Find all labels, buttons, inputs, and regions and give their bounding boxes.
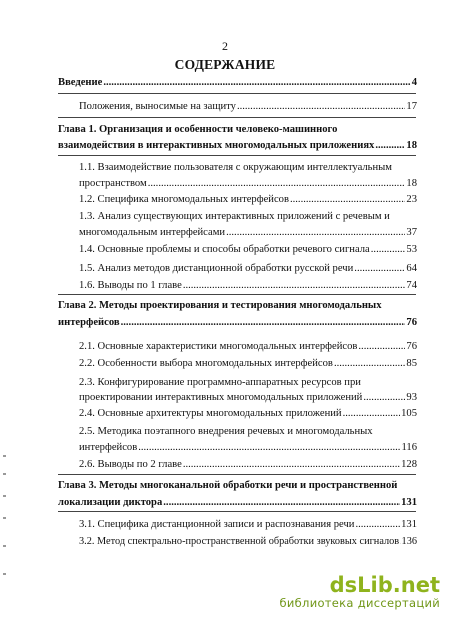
toc-entry-text: проектировании интерактивных многомодальных приложений	[79, 392, 363, 403]
scan-margin-marks	[3, 455, 9, 615]
toc-entry-text: взаимодействия в интерактивных многомодальных приложениях	[58, 140, 375, 151]
toc-entry-page: 23	[406, 194, 417, 205]
toc-entry-page: 18	[406, 178, 417, 189]
toc-entry-text: 3.2. Метод спектрально-пространственной обработки звуковых сигналов	[79, 536, 400, 547]
toc-entry-text: 2.1. Основные характеристики многомодальных интерфейсов	[79, 341, 358, 352]
toc-entry-2-3[interactable]: 2.3. Конфигурирование программно-аппаратных ресурсов при	[79, 377, 361, 388]
toc-entry-1-5[interactable]	[79, 262, 417, 275]
toc-entry-1-3-cont[interactable]	[79, 226, 417, 239]
watermark-caption: библиотека диссертаций	[279, 596, 440, 610]
toc-entry-3-1[interactable]	[79, 518, 417, 531]
toc-entry-1-1[interactable]: 1.1. Взаимодействие пользователя с окружающим интеллектуальным	[79, 162, 392, 173]
toc-entry-page: 105	[401, 408, 417, 419]
toc-entry-page: 131	[401, 497, 417, 508]
toc-entry-defended-statements[interactable]	[79, 100, 417, 113]
toc-entry-text: 1.5. Анализ методов дистанционной обработки русской речи	[79, 263, 354, 274]
divider	[58, 294, 416, 295]
toc-entry-1-6[interactable]	[79, 279, 417, 292]
toc-entry-text: 2.2. Особенности выбора многомодальных интерфейсов	[79, 358, 333, 369]
toc-entry-chapter-3[interactable]: Глава 3. Методы многоканальной обработки речи и пространственной	[58, 480, 398, 491]
toc-entry-page: 53	[406, 244, 417, 255]
divider	[58, 474, 416, 475]
toc-entry-page: 85	[406, 358, 417, 369]
toc-entry-2-5-cont[interactable]	[79, 441, 417, 454]
toc-entry-text: интерфейсов	[58, 317, 120, 328]
watermark-logo: dsLib.net	[329, 573, 440, 597]
toc-entry-chapter-3-cont[interactable]	[58, 496, 417, 509]
toc-entry-chapter-1-cont[interactable]	[58, 139, 417, 152]
page-number: 2	[222, 39, 228, 53]
toc-entry-page: 76	[406, 317, 417, 328]
divider	[58, 93, 416, 94]
toc-entry-1-2[interactable]	[79, 193, 417, 206]
toc-entry-text: локализации диктора	[58, 497, 163, 508]
toc-entry-1-3[interactable]: 1.3. Анализ существующих интерактивных приложений с речевым и	[79, 211, 390, 222]
toc-entry-2-3-cont[interactable]	[79, 391, 417, 404]
page-title: СОДЕРЖАНИЕ	[174, 57, 276, 72]
toc-entry-2-4[interactable]	[79, 407, 417, 420]
toc-entry-text: 2.6. Выводы по 2 главе	[79, 459, 182, 470]
toc-entry-chapter-2-cont[interactable]	[58, 316, 417, 329]
toc-entry-text: Положения, выносимые на защиту	[79, 101, 236, 112]
divider	[58, 155, 416, 156]
toc-entry-introduction[interactable]	[58, 76, 417, 89]
toc-entry-text: 1.4. Основные проблемы и способы обработки речевого сигнала	[79, 244, 370, 255]
toc-entry-1-4[interactable]	[79, 243, 417, 256]
toc-entry-chapter-2[interactable]: Глава 2. Методы проектирования и тестирования многомодальных	[58, 300, 382, 311]
divider	[58, 117, 416, 118]
toc-entry-text: Введение	[58, 77, 103, 88]
toc-entry-text: многомодальным интерфейсами	[79, 227, 226, 238]
toc-entry-text: пространством	[79, 178, 147, 189]
toc-entry-1-1-cont[interactable]	[79, 177, 417, 190]
toc-entry-page: 74	[406, 280, 417, 291]
toc-entry-2-1[interactable]	[79, 340, 417, 353]
toc-entry-page: 131	[401, 519, 417, 530]
toc-entry-text: 1.6. Выводы по 1 главе	[79, 280, 182, 291]
toc-entry-page: 136	[401, 536, 417, 547]
toc-entry-3-2[interactable]	[79, 535, 417, 548]
toc-entry-text: 3.1. Специфика дистанционной записи и распознавания речи	[79, 519, 355, 530]
toc-entry-page: 17	[406, 101, 417, 112]
site-watermark	[279, 574, 440, 610]
toc-entry-text: интерфейсов	[79, 442, 138, 453]
toc-entry-page: 18	[406, 140, 417, 151]
toc-entry-text: 1.2. Специфика многомодальных интерфейсов	[79, 194, 289, 205]
toc-entry-text: 2.4. Основные архитектуры многомодальных приложений	[79, 408, 342, 419]
toc-entry-page: 128	[401, 459, 417, 470]
toc-entry-page: 93	[406, 392, 417, 403]
toc-entry-2-5[interactable]: 2.5. Методика поэтапного внедрения речевых и многомодальных	[79, 426, 373, 437]
toc-entry-2-6[interactable]	[79, 458, 417, 471]
toc-entry-page: 4	[411, 77, 417, 88]
toc-entry-page: 116	[401, 442, 417, 453]
toc-entry-2-2[interactable]	[79, 357, 417, 370]
toc-entry-page: 37	[406, 227, 417, 238]
divider	[58, 511, 416, 512]
toc-entry-chapter-1[interactable]: Глава 1. Организация и особенности человеко-машинного	[58, 124, 338, 135]
toc-entry-page: 64	[406, 263, 417, 274]
toc-entry-page: 76	[406, 341, 417, 352]
